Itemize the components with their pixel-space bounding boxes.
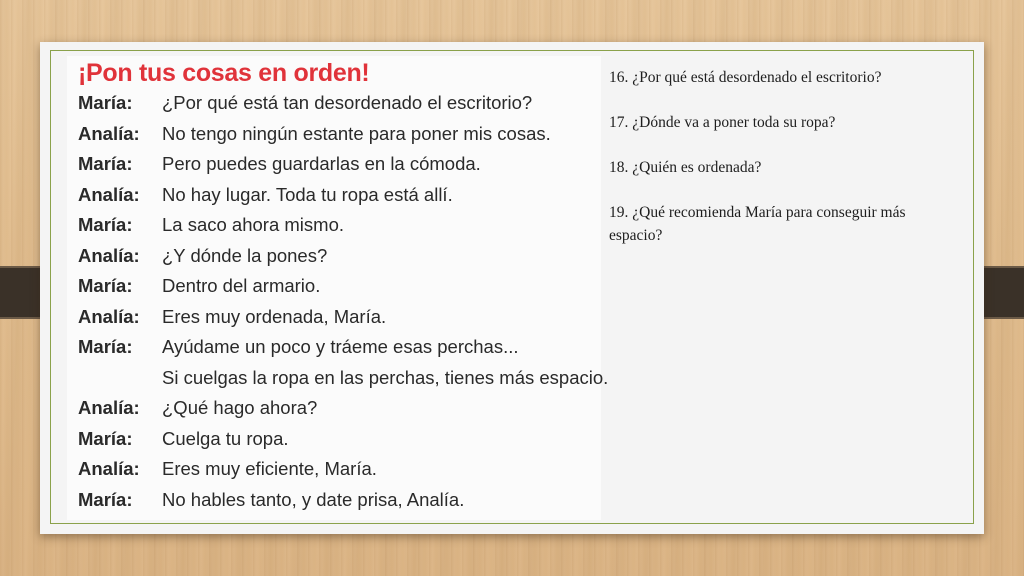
line-text: No hay lugar. Toda tu ropa está allí. [162,183,453,205]
speaker-name: María: [78,488,133,510]
speaker-name: María: [78,427,133,449]
line-text: Eres muy ordenada, María. [162,305,387,327]
speaker-name: María: [78,336,133,357]
dialog-image [67,56,609,520]
speaker-name: María: [78,214,133,235]
line-text: No hables tanto, y date prisa, Analía. [162,488,465,510]
speaker-name: Analía: [78,458,140,479]
speaker-name: Analía: [78,397,140,418]
line-text: Si cuelgas la ropa en las perchas, tienes más espacio. [162,366,609,388]
question-16: 16. ¿Por qué está desordenado el escritorio? [609,69,882,86]
line-text: ¿Qué hago ahora? [162,397,318,418]
line-text: Ayúdame un poco y tráeme esas perchas... [162,336,519,357]
line-text: ¿Y dónde la pones? [162,244,328,266]
question-17: 17. ¿Dónde va a poner toda su ropa? [609,114,836,131]
speaker-name: Analía: [78,244,140,266]
slide [40,42,984,534]
questions-list [609,66,949,269]
line-text: Dentro del armario. [162,275,321,296]
speaker-name: Analía: [78,122,140,144]
line-text: No tengo ningún estante para poner mis cosas. [162,122,551,144]
line-text: La saco ahora mismo. [162,214,345,235]
line-text: Pero puedes guardarlas en la cómoda. [162,153,481,174]
line-text: Eres muy eficiente, María. [162,458,377,479]
line-text: Cuelga tu ropa. [162,427,289,449]
speaker-name: Analía: [78,305,140,327]
speaker-name: Analía: [78,183,140,205]
dialog-title: ¡Pon tus cosas en orden! [78,59,370,87]
speaker-name: María: [78,92,133,113]
speaker-name: María: [78,153,133,174]
question-19: 19. ¿Qué recomienda María para conseguir más espacio? [609,204,906,244]
question-18: 18. ¿Quién es ordenada? [609,159,762,176]
line-text: ¿Por qué está tan desordenado el escritorio? [162,92,533,113]
speaker-name: María: [78,275,133,296]
